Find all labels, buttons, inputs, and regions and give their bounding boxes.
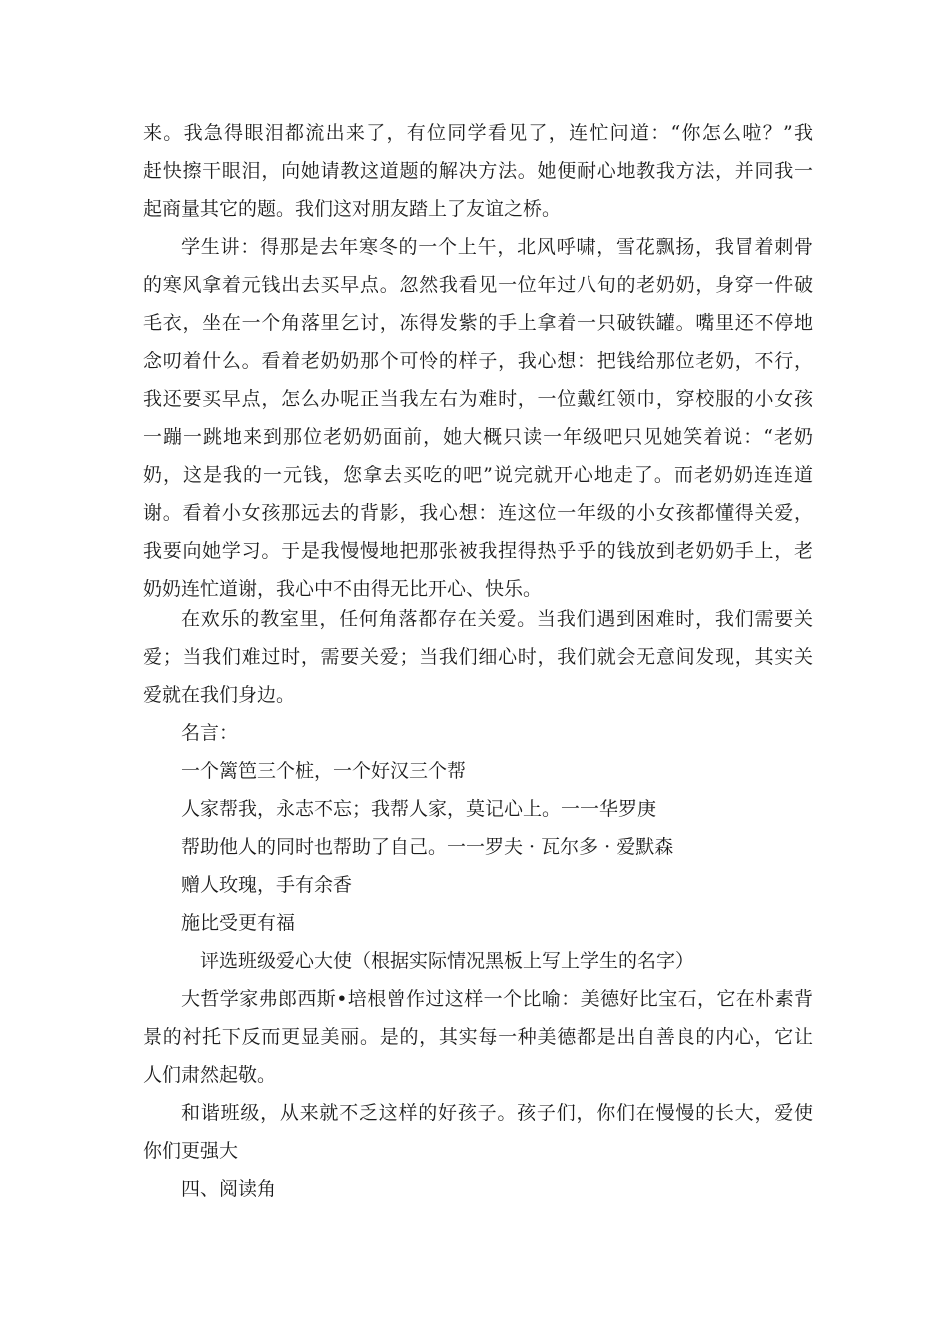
text-line: 我要向她学习。于是我慢慢地把那张被我捏得热乎乎的钱放到老奶奶手上，老	[143, 540, 813, 562]
paragraph-harmony	[143, 1094, 813, 1170]
text-line: 奶，这是我的一元钱，您拿去买吃的吧”说完就开心地走了。而老奶奶连连道	[143, 464, 813, 486]
quote-item: 施比受更有福	[181, 912, 296, 934]
paragraph-friendship-story	[143, 114, 813, 228]
text-line: 学生讲：得那是去年寒冬的一个上午，北风呼啸，雪花飘扬，我冒着刺骨	[181, 236, 813, 258]
text-line: 爱就在我们身边。	[143, 684, 296, 706]
quote-item: 人家帮我，永志不忘；我帮人家，莫记心上。一一华罗庚	[181, 798, 657, 820]
text-line: 念叨着什么。看着老奶奶那个可怜的样子，我心想：把钱给那位老奶，不行，	[143, 350, 813, 372]
quote-item: 帮助他人的同时也帮助了自己。一一罗夫 · 瓦尔多 · 爱默森	[181, 836, 674, 858]
quotes-heading: 名言：	[181, 722, 239, 744]
text-line: 在欢乐的教室里，任何角落都存在关爱。当我们遇到困难时，我们需要关	[181, 608, 813, 630]
text-line: 毛衣，坐在一个角落里乞讨，冻得发紫的手上拿着一只破铁罐。嘴里还不停地	[143, 312, 813, 334]
text-line: 景的衬托下反而更显美丽。是的，其实每一种美德都是出自善良的内心，它让	[143, 1026, 813, 1048]
text-line: 起商量其它的题。我们这对朋友踏上了友谊之桥。	[143, 198, 562, 220]
text-line: 一蹦一跳地来到那位老奶奶面前，她大概只读一年级吧只见她笑着说：“老奶	[143, 426, 813, 448]
activity-line	[143, 942, 813, 980]
text-line: 谢。看着小女孩那远去的背影，我心想：连这位一年级的小女孩都懂得关爱，	[143, 502, 813, 524]
text-line: 的寒风拿着元钱出去买早点。忽然我看见一位年过八旬的老奶奶，身穿一件破	[143, 274, 813, 296]
text-line: 人们肃然起敬。	[143, 1064, 277, 1086]
section-heading-reading	[143, 1170, 813, 1208]
quotes-section	[143, 714, 813, 942]
text-line: 大哲学家弗郎西斯•培根曾作过这样一个比喻：美德好比宝石，它在朴素背	[181, 988, 813, 1010]
text-line: 来。我急得眼泪都流出来了，有位同学看见了，连忙问道：“你怎么啦？”我	[143, 122, 813, 144]
section-heading: 四、阅读角	[181, 1178, 277, 1200]
text-line: 赶快擦干眼泪，向她请教这道题的解决方法。她便耐心地教我方法，并同我一	[143, 160, 813, 182]
text-line: 奶奶连忙道谢，我心中不由得无比开心、快乐。	[143, 578, 543, 600]
paragraph-bacon-quote	[143, 980, 813, 1094]
activity-text: 评选班级爱心大使（根据实际情况黑板上写上学生的名字）	[200, 950, 695, 972]
quote-item: 一个篱笆三个桩，一个好汉三个帮	[181, 760, 467, 782]
text-line: 爱；当我们难过时，需要关爱；当我们细心时，我们就会无意间发现，其实关	[143, 646, 813, 668]
text-line: 你们更强大	[143, 1140, 239, 1162]
text-line: 我还要买早点，怎么办呢正当我左右为难时，一位戴红领巾，穿校服的小女孩	[143, 388, 813, 410]
paragraph-student-story	[143, 228, 813, 608]
quote-item: 赠人玫瑰，手有余香	[181, 874, 353, 896]
paragraph-classroom-care	[143, 600, 813, 714]
text-line: 和谐班级，从来就不乏这样的好孩子。孩子们，你们在慢慢的长大，爱使	[181, 1102, 813, 1124]
